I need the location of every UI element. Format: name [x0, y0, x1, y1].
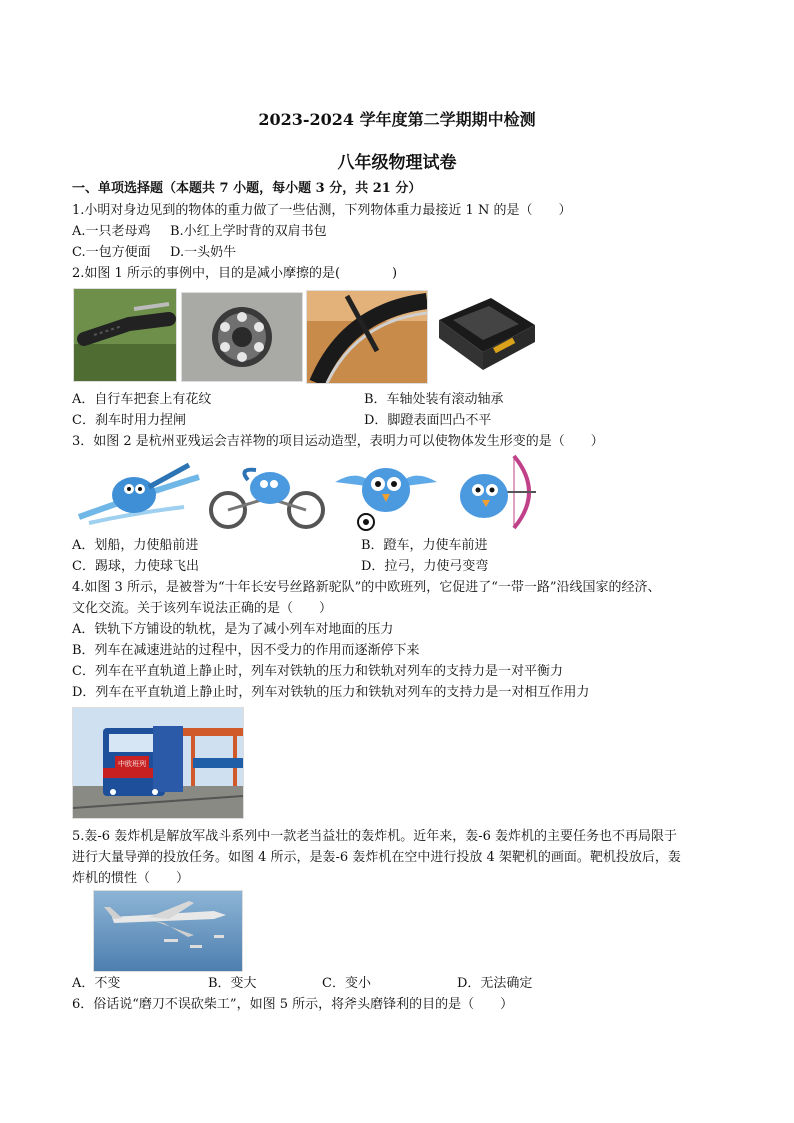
q4-stem-line1: 4.如图 3 所示，是被誉为“十年长安号丝路新驼队”的中欧班列，它促进了“一带一路”沿线国家的经济、	[72, 580, 661, 595]
q5-stem-line1: 5.轰-6 轰炸机是解放军战斗系列中一款老当益壮的轰炸机。近年来，轰-6 轰炸机的主要任务也不再局限于	[72, 829, 677, 844]
q2-option-d: D．脚蹬表面凹凸不平	[364, 413, 492, 428]
q1-option-c: C.一包方便面	[72, 245, 151, 260]
q4-option-a: A．铁轨下方铺设的轨枕，是为了减小列车对地面的压力	[72, 622, 394, 637]
q2-option-b: B．车轴处装有滚动轴承	[364, 392, 504, 407]
mascot-archery-icon	[444, 452, 540, 532]
bomber-icon	[94, 891, 242, 971]
q2-stem: 2.如图 1 所示的事例中，目的是减小摩擦的是( )	[72, 266, 398, 281]
q1-option-a: A.一只老母鸡	[72, 224, 151, 239]
q4-option-c: C．列车在平直轨道上静止时，列车对铁轨的压力和铁轨对列车的支持力是一对平衡力	[72, 664, 563, 679]
pedal-image	[431, 290, 539, 380]
q2-option-c: C．刹车时用力捏闸	[72, 413, 186, 428]
q4-option-b: B．列车在减速进站的过程中，因不受力的作用而逐渐停下来	[72, 643, 420, 658]
q1-option-b: B.小红上学时背的双肩书包	[170, 224, 327, 239]
q6-stem: 6．俗话说“磨刀不误砍柴工”，如图 5 所示，将斧头磨锋利的目的是（ ）	[72, 997, 514, 1012]
q4-stem-line2: 文化交流。关于该列车说法正确的是（ ）	[72, 601, 333, 616]
q5-option-b: B．变大	[208, 976, 257, 991]
brake-icon	[307, 291, 427, 383]
mascot-kicking-icon	[330, 452, 442, 532]
q5-stem-line3: 炸机的惯性（ ）	[72, 871, 190, 886]
q3-option-b: B．蹬车，力使车前进	[361, 538, 488, 553]
q5-option-c: C．变小	[322, 976, 371, 991]
exam-subtitle: 八年级物理试卷	[337, 153, 457, 173]
train-icon	[73, 708, 243, 818]
q4-option-d: D．列车在平直轨道上静止时，列车对铁轨的压力和铁轨对列车的支持力是一对相互作用力	[72, 685, 590, 700]
q3-option-c: C．踢球，力使球飞出	[72, 559, 199, 574]
brake-image	[306, 290, 428, 384]
bike-grip-icon	[74, 289, 176, 381]
q5-option-d: D．无法确定	[457, 976, 533, 991]
train-sign: 中欧班列	[118, 760, 146, 768]
bearing-image	[181, 292, 303, 382]
bearing-icon	[182, 293, 302, 381]
q1-stem: 1.小明对身边见到的物体的重力做了一些估测，下列物体重力最接近 1 N 的是（ ）	[72, 203, 572, 218]
section-heading: 一、单项选择题（本题共 7 小题，每小题 3 分，共 21 分）	[72, 181, 422, 196]
q2-option-a: A．自行车把套上有花纹	[72, 392, 212, 407]
q5-stem-line2: 进行大量导弹的投放任务。如图 4 所示，是轰-6 轰炸机在空中进行投放 4 架靶机的画面。靶机投放后，轰	[72, 850, 681, 865]
mascot-cycling-icon	[208, 460, 326, 530]
q3-stem: 3．如图 2 是杭州亚残运会吉祥物的项目运动造型，表明力可以使物体发生形变的是（ ）	[72, 434, 604, 449]
q5-option-a: A．不变	[72, 976, 121, 991]
pedal-icon	[431, 290, 539, 380]
exam-title: 2023-2024 学年度第二学期期中检测	[258, 110, 536, 129]
bomber-image	[93, 890, 243, 972]
mascot-rowing-icon	[74, 457, 202, 529]
q3-option-a: A．划船，力使船前进	[72, 538, 199, 553]
q1-option-d: D.一头奶牛	[170, 245, 237, 260]
q3-option-d: D．拉弓，力使弓变弯	[361, 559, 489, 574]
bike-grip-image	[73, 288, 177, 382]
train-image	[72, 707, 244, 819]
